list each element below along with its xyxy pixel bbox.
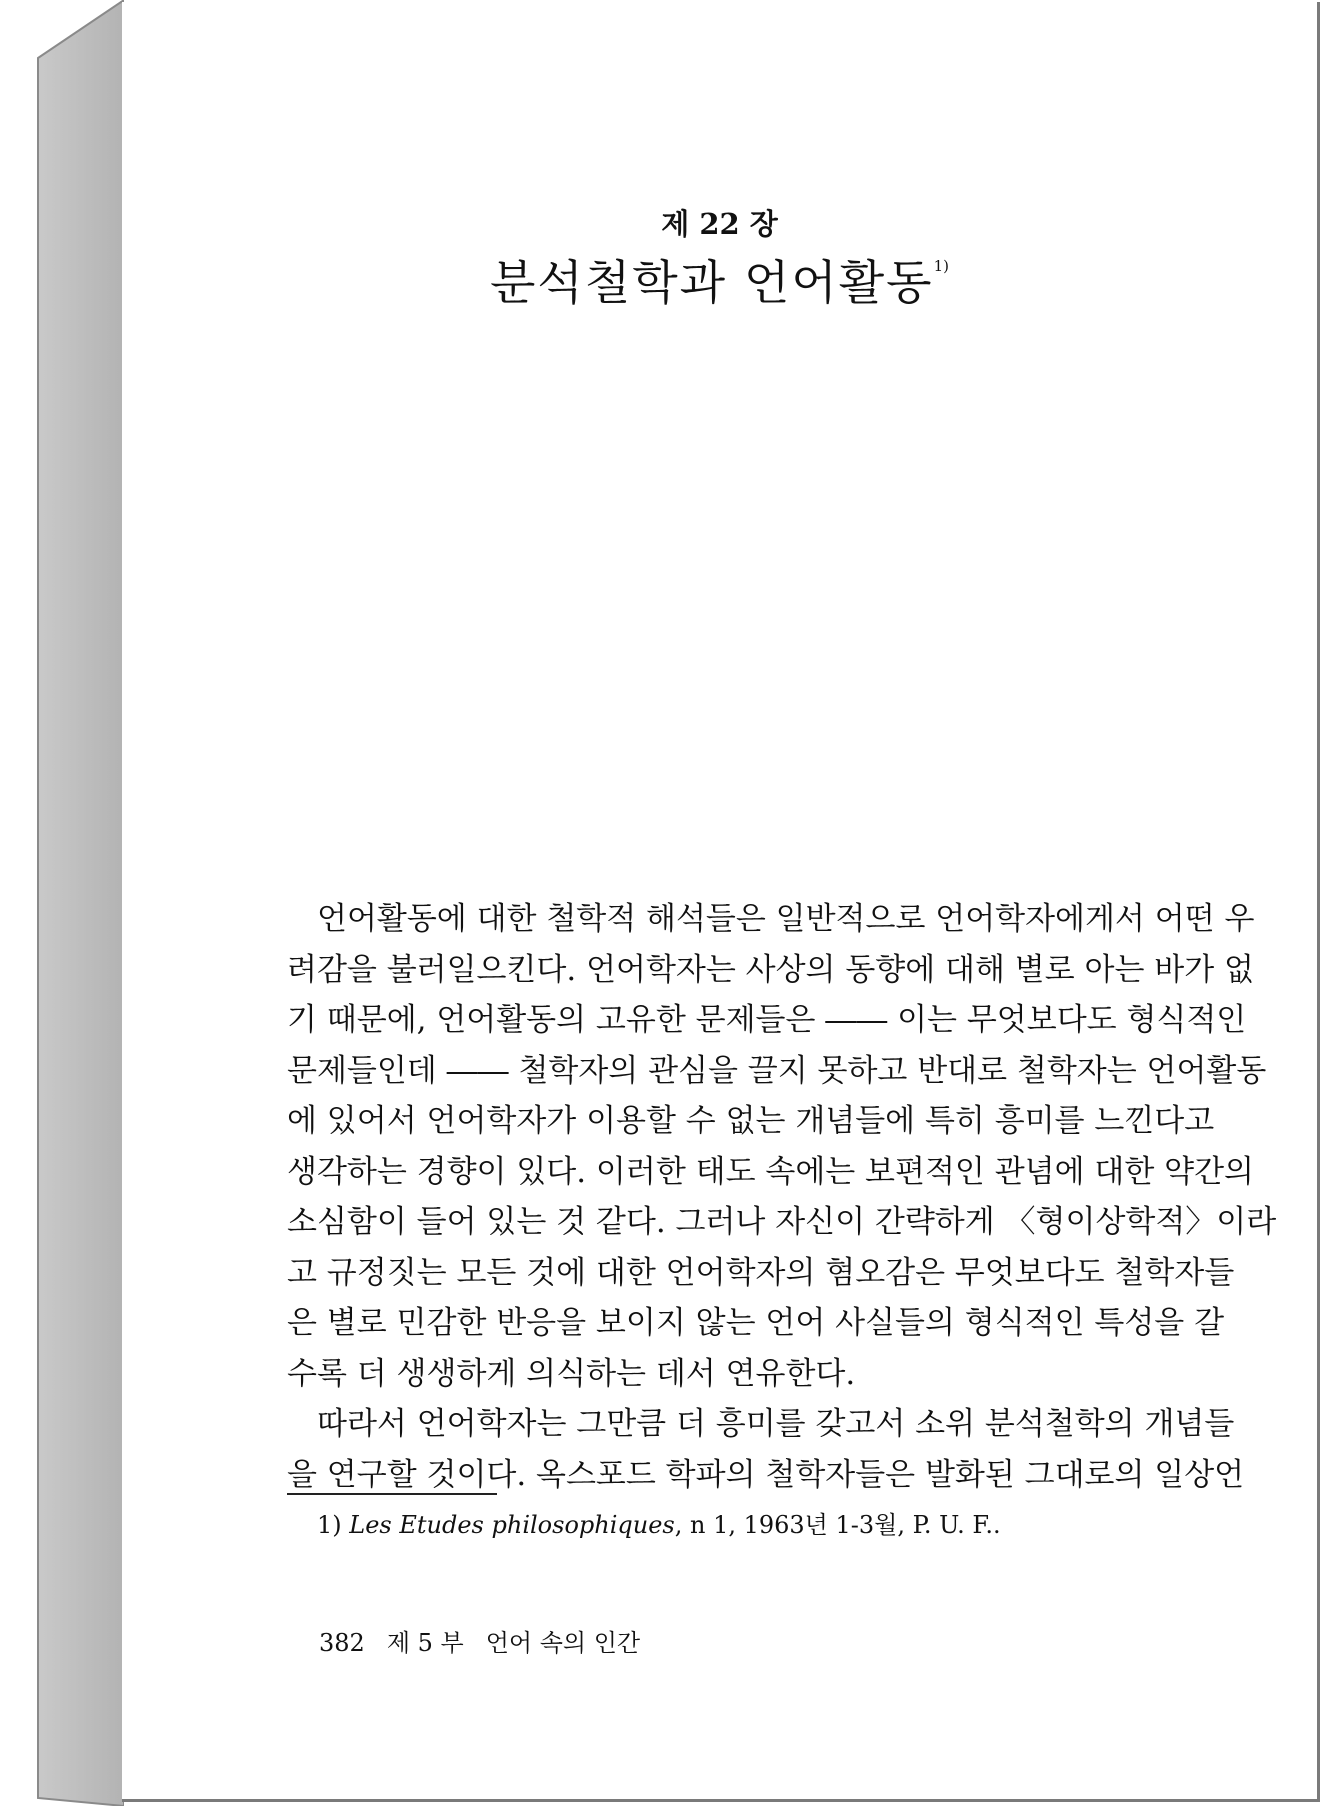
footnote-source: Les Etudes philosophiques (349, 1511, 675, 1539)
footnote-reference: 1) (933, 257, 949, 275)
part-title: 언어 속의 인간 (485, 1629, 641, 1657)
chapter-title (122, 246, 1317, 313)
chapter-number: 제 22 장 (661, 207, 778, 241)
chapter-title-text: 분석철학과 언어활동 (490, 256, 934, 311)
text-line: 언어활동에 대한 철학적 해석들은 일반적으로 언어학자에게서 어떤 우 (317, 901, 1255, 937)
body-text (287, 894, 1277, 1500)
text-line: 은 별로 민감한 반응을 보이지 않는 언어 사실들의 형식적인 특성을 갈 (287, 1305, 1225, 1341)
text-line: 려감을 불러일으킨다. 언어학자는 사상의 동향에 대해 별로 아는 바가 없 (287, 951, 1254, 988)
text-line: 따라서 언어학자는 그만큼 더 흥미를 갖고서 소위 분석철학의 개념들 (317, 1406, 1235, 1442)
book-spine (0, 0, 124, 1806)
page-footer (319, 1623, 662, 1658)
text-line: 수록 더 생생하게 의식하는 데서 연유한다. (287, 1355, 856, 1392)
text-line: 기 때문에, 언어활동의 고유한 문제들은 ―― 이는 무엇보다도 형식적인 (287, 1002, 1247, 1038)
text-line: 을 연구할 것이다. 옥스포드 학파의 철학자들은 발화된 그대로의 일상언 (287, 1456, 1245, 1493)
footnote-divider (287, 1493, 497, 1495)
page-number: 382 (319, 1629, 365, 1657)
footnote-details: , n 1, 1963년 1-3월, P. U. F.. (674, 1511, 1001, 1539)
footnote (317, 1505, 1001, 1540)
text-line: 문제들인데 ―― 철학자의 관심을 끌지 못하고 반대로 철학자는 언어활동 (287, 1052, 1267, 1089)
text-line: 소심함이 들어 있는 것 같다. 그러나 자신이 간략하게 〈형이상학적〉이라 (287, 1204, 1277, 1240)
text-line: 고 규정짓는 모든 것에 대한 언어학자의 혐오감은 무엇보다도 철학자들 (287, 1254, 1235, 1291)
text-line: 에 있어서 언어학자가 이용할 수 없는 개념들에 특히 흥미를 느낀다고 (287, 1103, 1215, 1139)
part-number: 제 5 부 (386, 1629, 464, 1657)
text-line: 생각하는 경향이 있다. 이러한 태도 속에는 보편적인 관념에 대한 약간의 (287, 1153, 1254, 1190)
book-page (122, 2, 1320, 1802)
footnote-marker: 1) (317, 1511, 342, 1539)
